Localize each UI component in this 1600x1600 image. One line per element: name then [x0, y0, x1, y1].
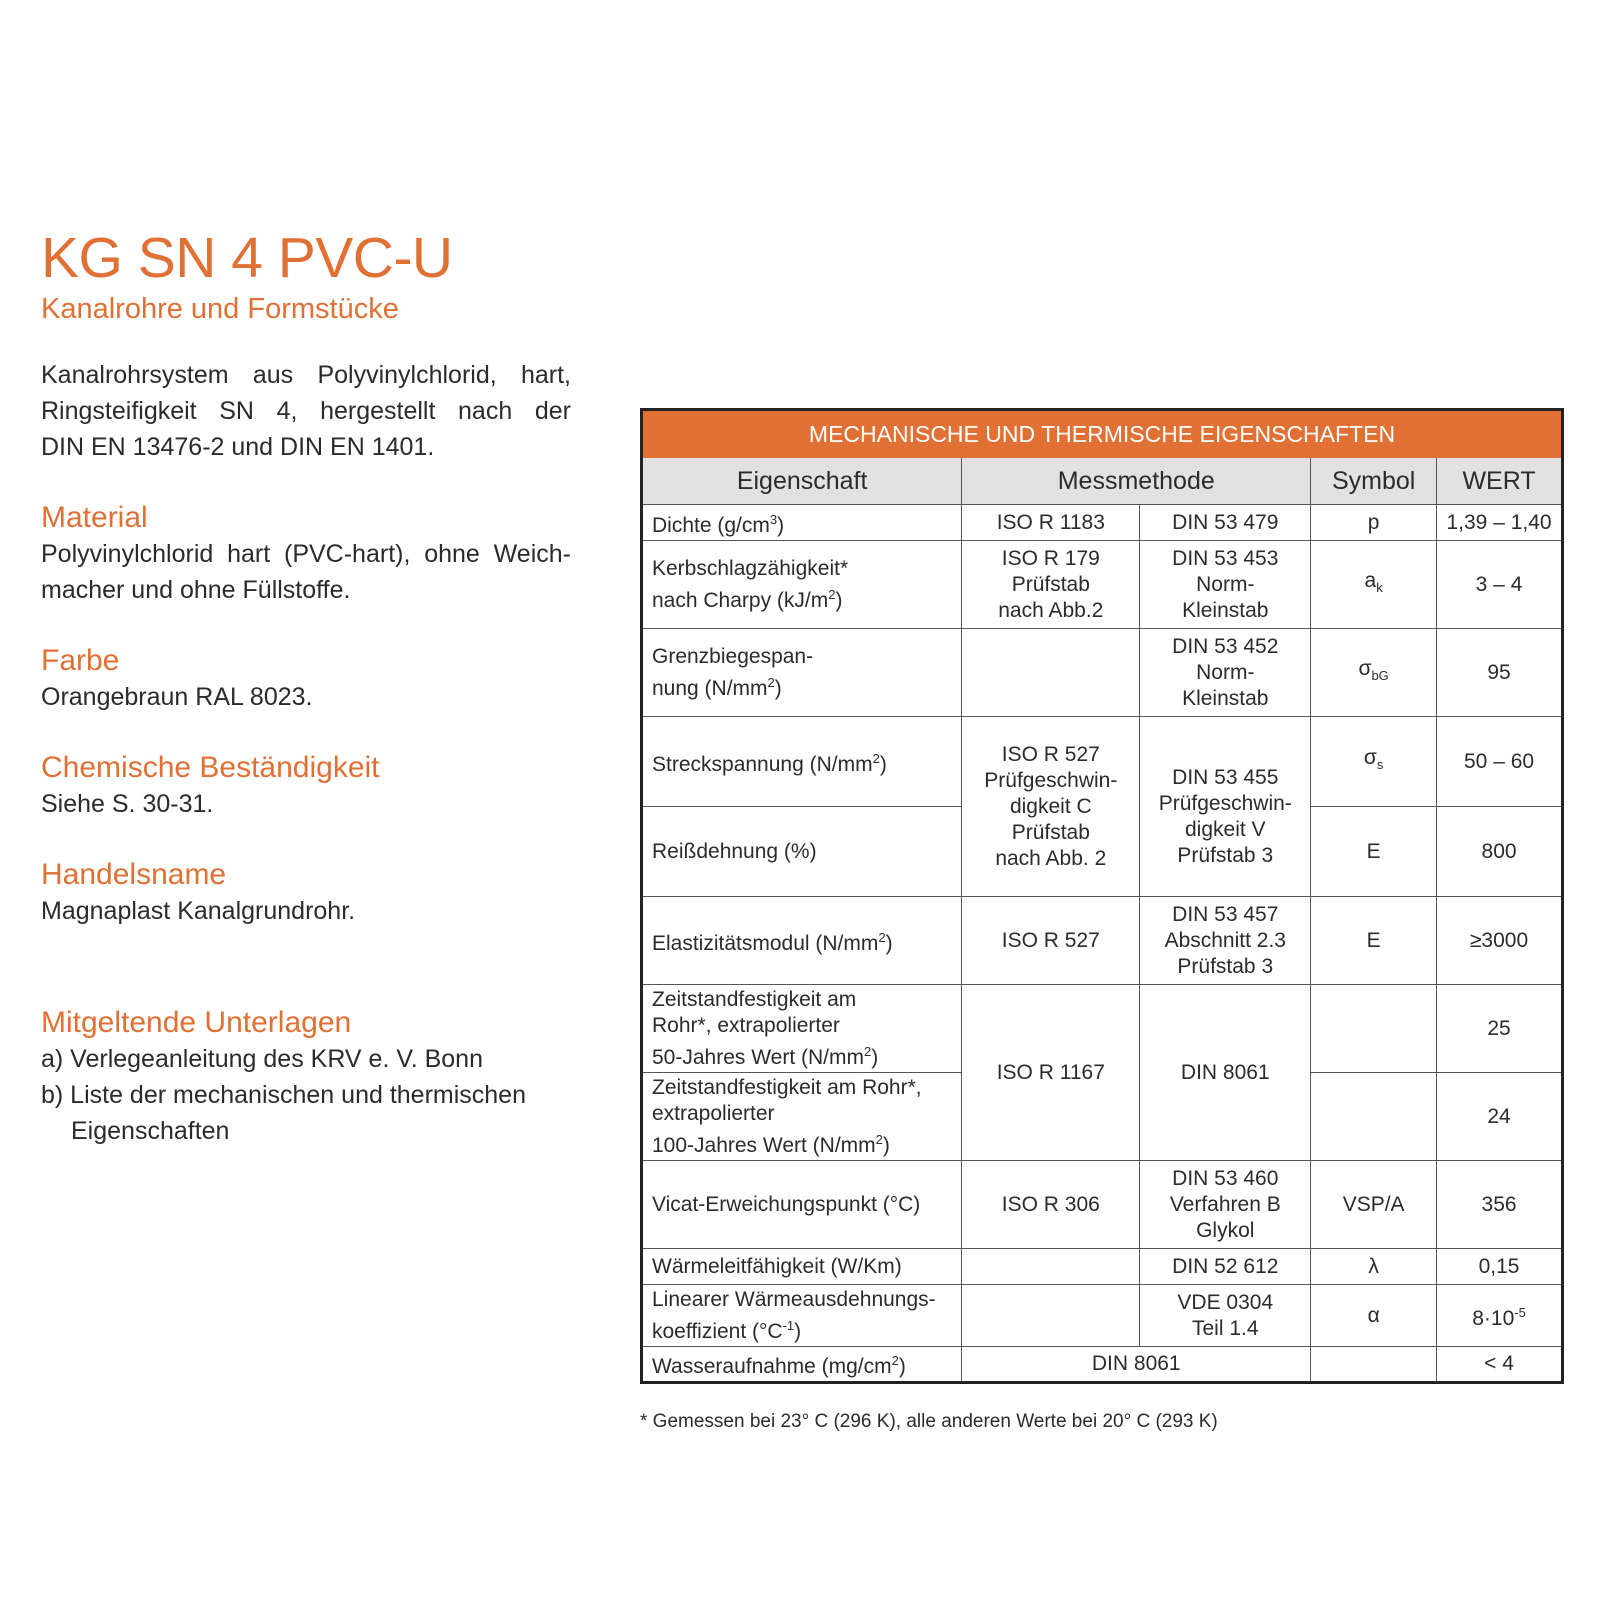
symbol-cell: $\sigma_{bG}$	[1311, 629, 1437, 717]
method-cell: DIN 8061	[962, 1347, 1311, 1383]
din-method-cell: DIN 53 453 Norm- Kleinstab	[1140, 541, 1311, 629]
value-cell: ≥3000	[1437, 897, 1563, 985]
table-row	[642, 1161, 1563, 1249]
din-method-cell: DIN 53 455 Prüfgeschwin- digkeit V Prüfstab 3	[1140, 717, 1311, 897]
value-cell: 800	[1437, 807, 1563, 897]
section-chemical-resistance	[41, 750, 571, 822]
section-documents	[41, 1005, 571, 1149]
section-heading: Farbe	[41, 644, 120, 677]
table-row	[642, 629, 1563, 717]
section-text: Siehe S. 30-31.	[41, 790, 214, 818]
document-item-b-line: Eigenschaften	[71, 1117, 230, 1145]
value-cell: < 4	[1437, 1347, 1563, 1383]
table-row	[642, 985, 1563, 1073]
iso-method-cell: ISO R 527	[962, 897, 1140, 985]
section-heading: Handelsname	[41, 858, 227, 891]
section-material	[41, 500, 571, 608]
property-cell: Wasseraufnahme $(mg/cm^2)$	[642, 1347, 962, 1383]
column-header-symbol: Symbol	[1311, 458, 1437, 505]
section-heading: Mitgeltende Unterlagen	[41, 1006, 352, 1039]
section-text: Magnaplast Kanalgrundrohr.	[41, 897, 356, 925]
table-row	[642, 1347, 1563, 1383]
property-cell: Grenzbiegespan- nung $(N/mm^2)$	[642, 629, 962, 717]
column-header-property: Eigenschaft	[642, 458, 962, 505]
intro-line: Ringsteifigkeit SN 4, hergestellt nach der	[41, 397, 571, 425]
iso-method-cell	[962, 1285, 1140, 1347]
din-method-cell: DIN 8061	[1140, 985, 1311, 1161]
iso-method-cell: ISO R 179 Prüfstab nach Abb.2	[962, 541, 1140, 629]
iso-method-cell	[962, 629, 1140, 717]
intro-line: Kanalrohrsystem aus Polyvinylchlorid, hart,	[41, 361, 571, 389]
symbol-cell: E	[1311, 897, 1437, 985]
property-cell: Streckspannung $(N/mm^2)$	[642, 717, 962, 807]
symbol-cell: $\sigma_s$	[1311, 717, 1437, 807]
properties-table-wrapper	[640, 408, 1564, 1384]
din-method-cell: DIN 53 452 Norm- Kleinstab	[1140, 629, 1311, 717]
symbol-cell: $a_k$	[1311, 541, 1437, 629]
symbol-cell: E	[1311, 807, 1437, 897]
iso-method-cell: ISO R 1167	[962, 985, 1140, 1161]
din-method-cell: DIN 53 460 Verfahren B Glykol	[1140, 1161, 1311, 1249]
table-row	[642, 1285, 1563, 1347]
table-row	[642, 717, 1563, 807]
left-column	[41, 225, 571, 1184]
footnote: * Gemessen bei 23° C (296 K), alle anderen Werte bei 20° C (293 K)	[640, 1411, 1218, 1432]
section-text: Polyvinylchlorid hart (PVC-hart), ohne Weich-	[41, 540, 571, 568]
iso-method-cell: ISO R 1183	[962, 505, 1140, 541]
value-cell: 95	[1437, 629, 1563, 717]
section-heading: Material	[41, 501, 148, 534]
symbol-cell: α	[1311, 1285, 1437, 1347]
value-cell: 0,15	[1437, 1249, 1563, 1285]
table-header-row	[642, 458, 1563, 505]
intro-paragraph	[41, 357, 571, 465]
page-subtitle: Kanalrohre und Formstücke	[41, 293, 399, 325]
property-cell: Linearer Wärmeausdehnungs- koeffizient $(^\circ C^{-1})$	[642, 1285, 962, 1347]
section-color	[41, 643, 571, 715]
din-method-cell: DIN 52 612	[1140, 1249, 1311, 1285]
column-header-value: WERT	[1437, 458, 1563, 505]
value-cell: 25	[1437, 985, 1563, 1073]
table-row	[642, 897, 1563, 985]
iso-method-cell: ISO R 306	[962, 1161, 1140, 1249]
symbol-cell	[1311, 1073, 1437, 1161]
symbol-cell	[1311, 1347, 1437, 1383]
property-cell: Elastizitätsmodul $(N/mm^2)$	[642, 897, 962, 985]
symbol-cell	[1311, 985, 1437, 1073]
section-text: macher und ohne Füllstoffe.	[41, 576, 351, 604]
property-cell: Reißdehnung (%)	[642, 807, 962, 897]
table-row	[642, 505, 1563, 541]
value-cell: 24	[1437, 1073, 1563, 1161]
value-cell: 3 – 4	[1437, 541, 1563, 629]
din-method-cell: DIN 53 479	[1140, 505, 1311, 541]
table-row	[642, 1249, 1563, 1285]
section-trade-name	[41, 857, 571, 929]
din-method-cell: DIN 53 457 Abschnitt 2.3 Prüfstab 3	[1140, 897, 1311, 985]
intro-line: DIN EN 13476-2 und DIN EN 1401.	[41, 433, 435, 461]
property-cell: Zeitstandfestigkeit am Rohr*, extrapolierter 100-Jahres Wert $(N/mm^2)$	[642, 1073, 962, 1161]
symbol-cell: λ	[1311, 1249, 1437, 1285]
section-heading: Chemische Beständigkeit	[41, 751, 380, 784]
property-cell: Wärmeleitfähigkeit (W/Km)	[642, 1249, 962, 1285]
property-cell: Vicat-Erweichungspunkt (°C)	[642, 1161, 962, 1249]
iso-method-cell	[962, 1249, 1140, 1285]
section-text: Orangebraun RAL 8023.	[41, 683, 313, 711]
property-cell: Zeitstandfestigkeit am Rohr*, extrapolierter 50-Jahres Wert $(N/mm^2)$	[642, 985, 962, 1073]
properties-table	[640, 408, 1564, 1384]
table-title: MECHANISCHE UND THERMISCHE EIGENSCHAFTEN	[642, 410, 1563, 458]
document-item-a: a) Verlegeanleitung des KRV e. V. Bonn	[41, 1045, 483, 1073]
document-item-b	[41, 1077, 571, 1149]
property-cell: Dichte $(g/cm^3)$	[642, 505, 962, 541]
symbol-cell: p	[1311, 505, 1437, 541]
value-cell: $8\cdot 10^{-5}$	[1437, 1285, 1563, 1347]
din-method-cell: VDE 0304 Teil 1.4	[1140, 1285, 1311, 1347]
table-row	[642, 541, 1563, 629]
value-cell: 50 – 60	[1437, 717, 1563, 807]
property-cell: Kerbschlagzähigkeit* nach Charpy $(kJ/m^2)$	[642, 541, 962, 629]
iso-method-cell: ISO R 527 Prüfgeschwin- digkeit C Prüfstab nach Abb. 2	[962, 717, 1140, 897]
value-cell: 1,39 – 1,40	[1437, 505, 1563, 541]
document-item-b-line: b) Liste der mechanischen und thermischen	[41, 1081, 526, 1109]
page-title: KG SN 4 PVC-U	[41, 226, 453, 290]
column-header-method: Messmethode	[962, 458, 1311, 505]
value-cell: 356	[1437, 1161, 1563, 1249]
symbol-cell: VSP/A	[1311, 1161, 1437, 1249]
